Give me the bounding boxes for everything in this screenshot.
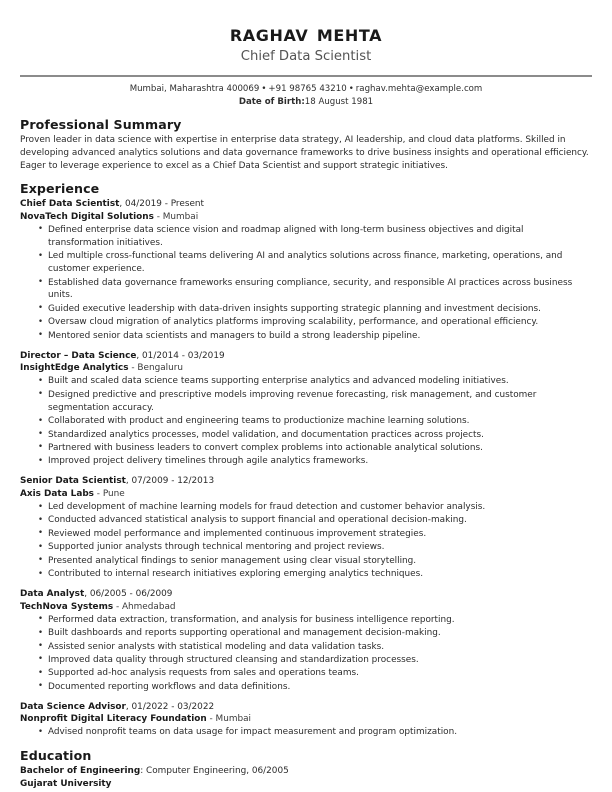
experience-bullet: • Collaborated with product and engineering teams to productionize machine learning solutions. [20, 415, 592, 428]
experience-bullet: • Oversaw cloud migration of analytics platforms improving scalability, performance, and operational efficiency. [20, 316, 592, 329]
experience-bullet: • Contributed to internal research initiatives exploring emerging analytics techniques. [20, 568, 592, 581]
experience-role-line [20, 350, 592, 363]
experience-bullet: • Standardized analytics processes, model validation, and documentation practices across projects. [20, 429, 592, 442]
date-of-birth-label: Date of Birth: [238, 96, 305, 107]
section-education [20, 748, 592, 790]
contact-email[interactable]: raghav.mehta@example.com [355, 83, 483, 94]
contact-separator-1: • [261, 83, 267, 94]
experience-company: Axis Data Labs [20, 488, 94, 499]
section-heading-experience: Experience [20, 181, 100, 197]
experience-bullet-list [20, 501, 592, 581]
education-school: Gujarat University [20, 778, 112, 789]
experience-bullet: • Partnered with business leaders to convert complex problems into actionable analytical solutions. [20, 442, 592, 455]
contact-location: Mumbai, Maharashtra 400069 [129, 83, 260, 94]
date-of-birth-value: 18 August 1981 [304, 96, 374, 107]
experience-company-line [20, 601, 592, 614]
experience-role: Senior Data Scientist [20, 476, 126, 487]
experience-location: - Pune [93, 488, 125, 499]
experience-role: Data Science Advisor [20, 701, 126, 712]
experience-bullet: • Documented reporting workflows and data definitions. [20, 681, 592, 694]
experience-entry [20, 350, 592, 469]
experience-bullet: • Designed predictive and prescriptive models improving revenue forecasting, risk management, and customer segmentation accuracy. [20, 389, 592, 415]
experience-entry [20, 475, 592, 581]
experience-role: Chief Data Scientist [20, 199, 120, 210]
experience-company: InsightEdge Analytics [20, 363, 129, 374]
experience-role-line [20, 475, 592, 488]
experience-dates: , 07/2009 - 12/2013 [125, 476, 215, 487]
experience-company-line [20, 488, 592, 501]
experience-company: Nonprofit Digital Literacy Foundation [20, 714, 207, 725]
date-of-birth-line [20, 96, 592, 109]
experience-role-line [20, 701, 592, 714]
experience-bullet: • Mentored senior data scientists and managers to build a strong leadership pipeline. [20, 330, 592, 343]
resume-header [20, 22, 592, 108]
experience-bullet: • Led development of machine learning models for fraud detection and customer behavior analysis. [20, 501, 592, 514]
experience-bullet: • Built dashboards and reports supporting operational and management decision-making. [20, 627, 592, 640]
experience-company-line [20, 713, 592, 726]
experience-entry [20, 198, 592, 342]
section-experience [20, 181, 592, 739]
experience-list [20, 198, 592, 739]
experience-company: NovaTech Digital Solutions [20, 211, 154, 222]
contact-separator-2: • [348, 83, 354, 94]
education-degree: Bachelor of Engineering [20, 766, 141, 777]
experience-bullet: • Conducted advanced statistical analysis to support financial and operational decision-making. [20, 514, 592, 527]
experience-bullet: • Defined enterprise data science vision and roadmap aligned with long-term business objectives and digital transformation initiatives. [20, 224, 592, 250]
experience-role: Director – Data Science [20, 350, 137, 361]
experience-dates: , 01/2022 - 03/2022 [125, 701, 215, 712]
experience-bullet: • Assisted senior analysts with statistical modeling and data validation tasks. [20, 641, 592, 654]
experience-bullet: • Improved data quality through structured cleansing and standardization processes. [20, 654, 592, 667]
experience-bullet-list [20, 614, 592, 694]
experience-company-line [20, 362, 592, 375]
education-field: : Computer Engineering, 06/2005 [140, 766, 289, 777]
experience-bullet: • Performed data extraction, transformation, and analysis for business intelligence reporting. [20, 614, 592, 627]
experience-bullet: • Supported junior analysts through technical mentoring and project reviews. [20, 541, 592, 554]
experience-bullet-list [20, 375, 592, 468]
experience-bullet: • Built and scaled data science teams supporting enterprise analytics and advanced modeling initiatives. [20, 375, 592, 388]
experience-dates: , 04/2019 - Present [119, 199, 205, 210]
experience-bullet: • Supported ad-hoc analysis requests from sales and operations teams. [20, 667, 592, 680]
experience-location: - Mumbai [153, 211, 199, 222]
candidate-job-title: Chief Data Scientist [240, 49, 372, 65]
experience-location: - Bengaluru [128, 363, 184, 374]
experience-bullet: • Improved project delivery timelines through agile analytics frameworks. [20, 455, 592, 468]
experience-location: - Mumbai [206, 714, 251, 725]
experience-bullet: • Established data governance frameworks ensuring compliance, security, and responsible AI practices across business units. [20, 277, 592, 303]
experience-company-line [20, 211, 592, 224]
experience-bullet: • Reviewed model performance and implemented continuous improvement strategies. [20, 528, 592, 541]
experience-bullet: • Led multiple cross-functional teams delivering AI and analytics solutions across finance, marketing, operations, and customer experience. [20, 250, 592, 276]
summary-text: Proven leader in data science with expertise in enterprise data strategy, AI leadership, and cloud data platforms. Skilled in developing advanced analytics solutions and data governance frameworks to drive business insights and operational efficiency. Eager to leverage experience to excel as a Chief Data Scientist and support strategic initiatives. [20, 135, 589, 172]
experience-bullet-list [20, 224, 592, 343]
experience-role-line [20, 588, 592, 601]
section-heading-education: Education [20, 748, 92, 764]
experience-dates: , 01/2014 - 03/2019 [136, 350, 225, 361]
experience-dates: , 06/2005 - 06/2009 [84, 588, 173, 599]
section-heading-summary: Professional Summary [20, 117, 182, 133]
experience-entry [20, 588, 592, 694]
experience-bullet: • Guided executive leadership with data-driven insights supporting strategic planning and investment decisions. [20, 303, 592, 316]
experience-bullet: • Presented analytical findings to senior management using clear visual storytelling. [20, 555, 592, 568]
section-professional-summary [20, 117, 592, 173]
experience-bullet-list [20, 726, 592, 739]
experience-bullet: • Advised nonprofit teams on data usage for impact measurement and program optimization. [20, 726, 592, 739]
header-divider [20, 75, 592, 77]
education-degree-line [20, 765, 592, 778]
experience-role-line [20, 198, 592, 211]
contact-phone: +91 98765 43210 [268, 83, 347, 94]
candidate-name: raghav mehta [229, 21, 383, 47]
experience-role: Data Analyst [20, 588, 85, 599]
experience-entry [20, 701, 592, 740]
education-entry [20, 765, 592, 790]
experience-location: - Ahmedabad [113, 601, 176, 612]
contact-line [20, 83, 592, 96]
experience-company: TechNova Systems [20, 601, 114, 612]
